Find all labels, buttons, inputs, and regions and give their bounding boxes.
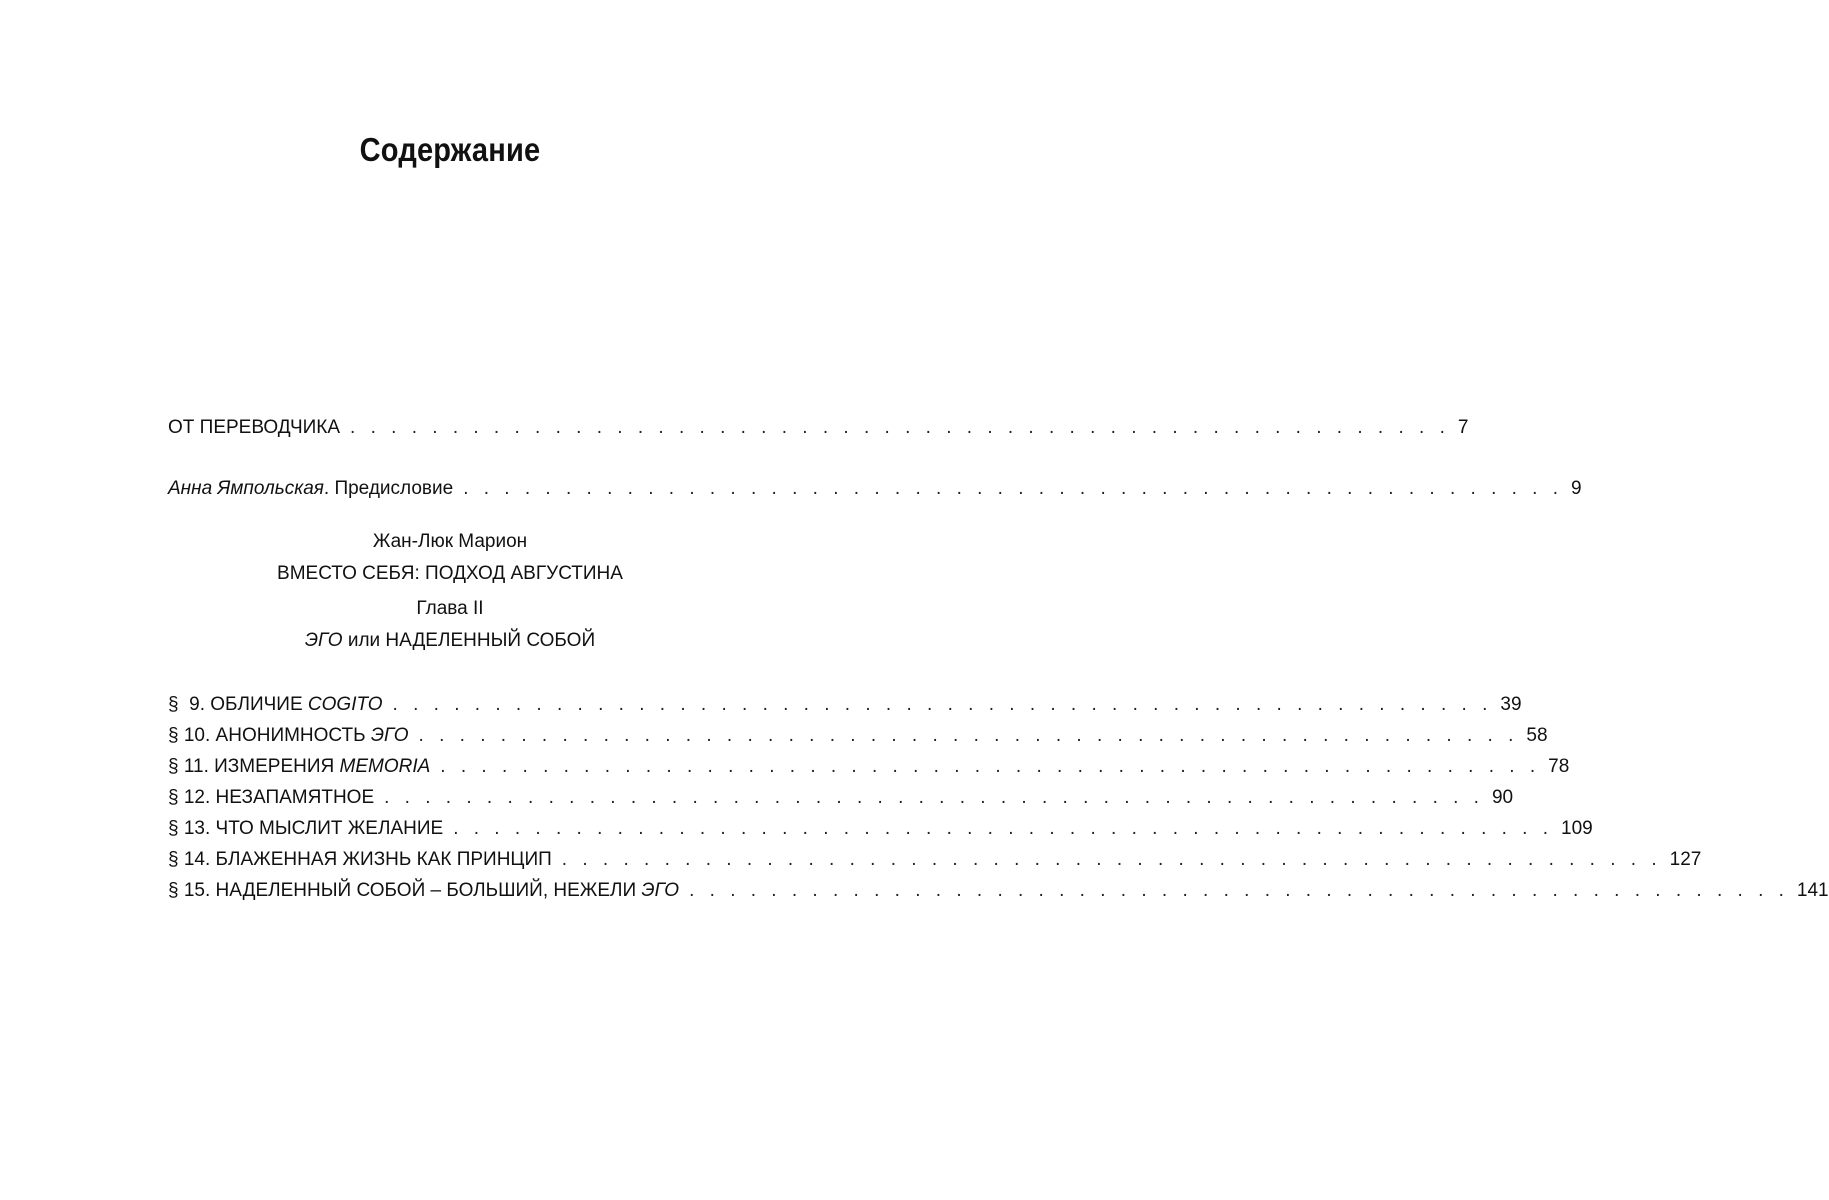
section-text-italic: COGITO — [307, 694, 383, 715]
section-number: § 9. — [168, 694, 205, 715]
section-number: § 15. — [168, 880, 211, 901]
toc-entry-label: ОТ ПЕРЕВОДЧИКА — [168, 417, 341, 438]
toc-section-11[interactable] — [168, 755, 1570, 779]
toc-page-number: 78 — [1548, 756, 1570, 777]
toc-entry-label — [168, 693, 383, 717]
toc-leader-dots: . . . . . . . . . . . . . . . . . . . . . . . . . . . . . . . . . . . . . . . . . . . . . . . . . . . . . . — [453, 818, 1554, 839]
page-title: Содержание — [359, 131, 541, 168]
chapter-title — [0, 629, 900, 653]
toc-leader-dots: . . . . . . . . . . . . . . . . . . . . . . . . . . . . . . . . . . . . . . . . . . . . . . . . . . . . . . — [440, 756, 1541, 777]
toc-entry-label — [168, 879, 679, 903]
part-author: Жан-Люк Марион — [372, 531, 528, 552]
toc-page-number: 109 — [1561, 818, 1593, 839]
toc-entry-label — [168, 755, 430, 779]
toc-page-number: 9 — [1571, 478, 1582, 499]
toc-leader-dots: . . . . . . . . . . . . . . . . . . . . . . . . . . . . . . . . . . . . . . . . . . . . . . . . . . . . . . — [418, 725, 1519, 746]
toc-section-10[interactable] — [168, 724, 1548, 748]
toc-entry-translator[interactable] — [168, 416, 1469, 440]
toc-leader-dots: . . . . . . . . . . . . . . . . . . . . . . . . . . . . . . . . . . . . . . . . . . . . . . . . . . . . . . — [561, 849, 1662, 870]
toc-leader-dots: . . . . . . . . . . . . . . . . . . . . . . . . . . . . . . . . . . . . . . . . . . . . . . . . . . . . . . — [689, 880, 1789, 901]
part-book-title: ВМЕСТО СЕБЯ: ПОДХОД АВГУСТИНА — [277, 563, 623, 584]
toc-entry-label — [168, 786, 374, 810]
section-text: НАДЕЛЕННЫЙ СОБОЙ – БОЛЬШИЙ, НЕЖЕЛИ — [215, 880, 642, 901]
toc-page-number: 39 — [1500, 694, 1522, 715]
toc-page-number: 7 — [1457, 417, 1469, 438]
section-number: § 11. — [168, 756, 209, 777]
toc-page-number: 141 — [1796, 880, 1829, 901]
toc-entry-text: . Предисловие — [323, 478, 454, 499]
toc-section-13[interactable] — [168, 817, 1593, 841]
toc-entry-label — [168, 724, 409, 748]
section-number: § 14. — [168, 849, 211, 870]
toc-page-number: 127 — [1669, 849, 1702, 870]
toc-leader-dots: . . . . . . . . . . . . . . . . . . . . . . . . . . . . . . . . . . . . . . . . . . . . . . . . . . . . . . — [463, 478, 1564, 499]
chapter-label: Глава II — [416, 598, 484, 619]
toc-section-9[interactable] — [168, 693, 1522, 717]
toc-entry-label — [168, 817, 443, 841]
toc-entry-author: Анна Ямпольская — [168, 478, 324, 499]
chapter-title-italic: ЭГО — [304, 630, 343, 651]
toc-entry-label — [168, 848, 552, 872]
toc-entry-preface[interactable] — [168, 477, 1582, 501]
chapter-title-rest: или НАДЕЛЕННЫЙ СОБОЙ — [342, 630, 596, 651]
section-text: АНОНИМНОСТЬ — [215, 725, 371, 746]
section-text: ИЗМЕРЕНИЯ — [214, 756, 340, 777]
section-number: § 10. — [168, 725, 211, 746]
toc-leader-dots: . . . . . . . . . . . . . . . . . . . . . . . . . . . . . . . . . . . . . . . . . . . . . . . . . . . . . . — [384, 787, 1484, 808]
section-number: § 12. — [168, 787, 211, 808]
section-number: § 13. — [168, 818, 211, 839]
section-text-italic: MEMORIA — [339, 756, 431, 777]
section-text: ЧТО МЫСЛИТ ЖЕЛАНИЕ — [215, 818, 444, 839]
section-text: НЕЗАПАМЯТНОЕ — [215, 787, 375, 808]
toc-section-12[interactable] — [168, 786, 1514, 810]
toc-page-number: 90 — [1491, 787, 1514, 808]
section-text: ОБЛИЧИЕ — [210, 694, 308, 715]
toc-leader-dots: . . . . . . . . . . . . . . . . . . . . . . . . . . . . . . . . . . . . . . . . . . . . . . . . . . . . . . — [392, 694, 1493, 715]
toc-section-14[interactable] — [168, 848, 1702, 872]
section-text: БЛАЖЕННАЯ ЖИЗНЬ КАК ПРИНЦИП — [215, 849, 552, 870]
toc-section-15[interactable] — [168, 879, 1829, 903]
section-text-italic: ЭГО — [641, 880, 680, 901]
toc-entry-label — [168, 477, 453, 501]
toc-page-number: 58 — [1526, 725, 1548, 746]
section-text-italic: ЭГО — [370, 725, 409, 746]
toc-leader-dots: . . . . . . . . . . . . . . . . . . . . . . . . . . . . . . . . . . . . . . . . . . . . . . . . . . . . . . — [350, 417, 1450, 438]
